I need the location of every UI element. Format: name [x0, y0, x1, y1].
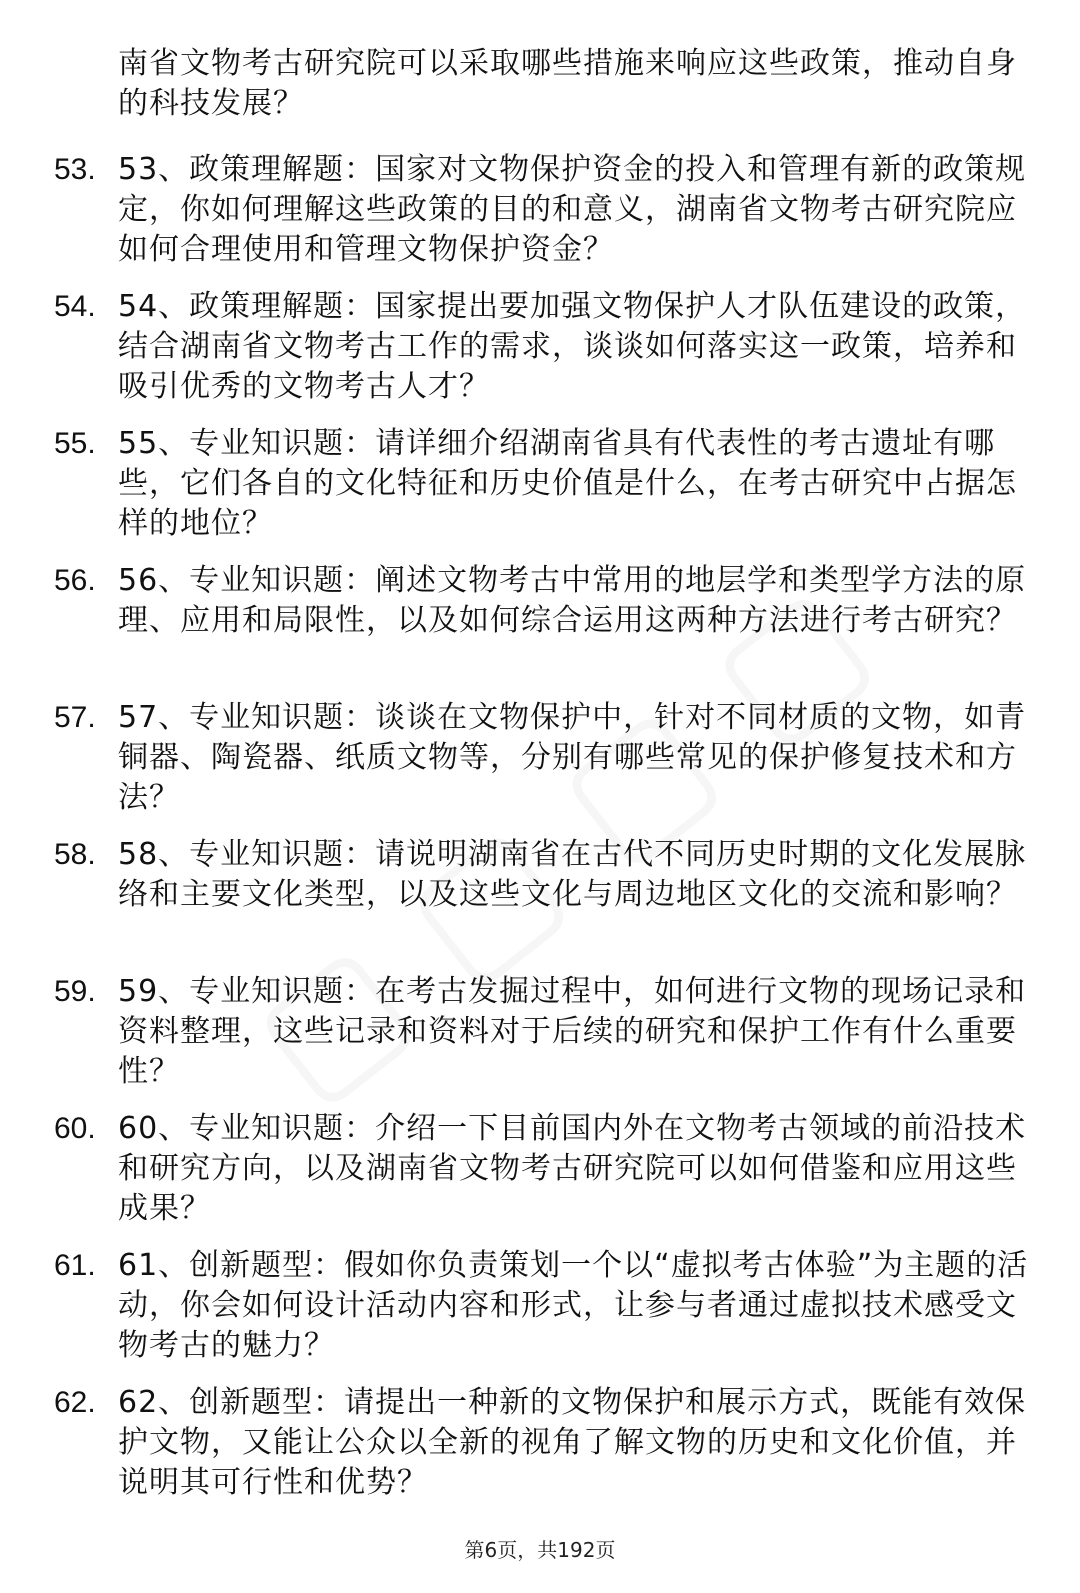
question-item-61	[0, 1246, 1080, 1383]
question-text: 61、创新题型：假如你负责策划一个以“虚拟考古体验”为主题的活动，你会如何设计活动内容和形式，让参与者通过虚拟技术感受文物考古的魅力？	[118, 1248, 1029, 1363]
question-number: 61.	[54, 1249, 96, 1282]
question-number: 58.	[54, 838, 96, 871]
question-text: 55、专业知识题：请详细介绍湖南省具有代表性的考古遗址有哪些，它们各自的文化特征和历史价值是什么，在考古研究中占据怎样的地位？	[118, 426, 1017, 541]
question-text: 59、专业知识题：在考古发掘过程中，如何进行文物的现场记录和资料整理，这些记录和资料对于后续的研究和保护工作有什么重要性？	[118, 974, 1027, 1089]
question-number: 62.	[54, 1386, 96, 1419]
question-item-54	[0, 287, 1080, 424]
question-text: 53、政策理解题：国家对文物保护资金的投入和管理有新的政策规定，你如何理解这些政策的目的和意义，湖南省文物考古研究院应如何合理使用和管理文物保护资金？	[118, 152, 1027, 267]
question-text: 57、专业知识题：谈谈在文物保护中，针对不同材质的文物，如青铜器、陶瓷器、纸质文物等，分别有哪些常见的保护修复技术和方法？	[118, 700, 1027, 815]
question-text: 54、政策理解题：国家提出要加强文物保护人才队伍建设的政策，结合湖南省文物考古工作的需求，谈谈如何落实这一政策，培养和吸引优秀的文物考古人才？	[118, 289, 1027, 404]
question-item-55	[0, 424, 1080, 561]
question-item-57	[0, 698, 1080, 835]
question-number: 57.	[54, 701, 96, 734]
page-footer: 第6页，共192页	[464, 1538, 616, 1562]
question-text: 56、专业知识题：阐述文物考古中常用的地层学和类型学方法的原理、应用和局限性，以及如何综合运用这两种方法进行考古研究？	[118, 563, 1027, 638]
question-text: 60、专业知识题：介绍一下目前国内外在文物考古领域的前沿技术和研究方向，以及湖南省文物考古研究院可以如何借鉴和应用这些成果？	[118, 1111, 1027, 1226]
continuation-text: 南省文物考古研究院可以采取哪些措施来响应这些政策，推动自身的科技发展？	[118, 46, 1017, 121]
question-number: 60.	[54, 1112, 96, 1145]
question-item-56	[0, 561, 1080, 698]
question-list	[0, 150, 1080, 1520]
question-item-59	[0, 972, 1080, 1109]
question-number: 56.	[54, 564, 96, 597]
question-number: 53.	[54, 153, 96, 186]
question-item-53	[0, 150, 1080, 287]
question-number: 59.	[54, 975, 96, 1008]
question-item-60	[0, 1109, 1080, 1246]
question-number: 54.	[54, 290, 96, 323]
question-text: 62、创新题型：请提出一种新的文物保护和展示方式，既能有效保护文物，又能让公众以全新的视角了解文物的历史和文化价值，并说明其可行性和优势？	[118, 1385, 1027, 1500]
question-number: 55.	[54, 427, 96, 460]
question-text: 58、专业知识题：请说明湖南省在古代不同历史时期的文化发展脉络和主要文化类型，以及这些文化与周边地区文化的交流和影响？	[118, 837, 1027, 912]
question-item-58	[0, 835, 1080, 972]
question-item-62	[0, 1383, 1080, 1520]
